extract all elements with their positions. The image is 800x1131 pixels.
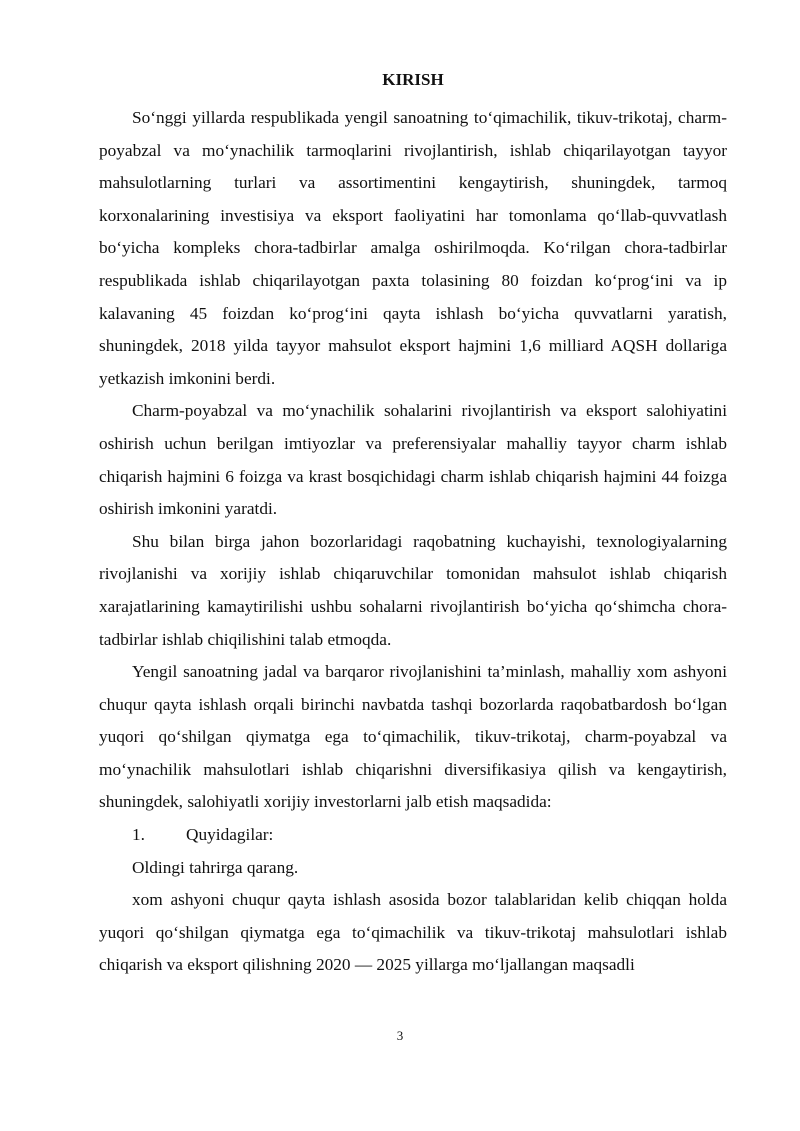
editorial-note: Oldingi tahrirga qarang. (132, 857, 299, 877)
list-item-number: 1. (132, 825, 145, 845)
list-item (99, 819, 727, 852)
page-number: 3 (396, 1028, 404, 1043)
paragraph-4: Yengil sanoatning jadal va barqaror rivojlanishini ta’minlash, mahalliy xom ashyoni chuqur qayta ishlash orqali birinchi navbatda tashqi bozorlarda raqobatbardosh bo‘lgan yuqori qo‘shilgan qiymatga ega to‘qimachilik, tikuv-trikotaj, charm-poyabzal va mo‘ynachilik mahsulotlari ishlab chiqarishni diversifikasiya qilish va kengaytirish, shuningdek, salohiyatli xorijiy investorlarni jalb etish maqsadida: (99, 662, 727, 812)
list-item-text: Quyidagilar: (186, 825, 274, 845)
paragraph-5: xom ashyoni chuqur qayta ishlash asosida bozor talablaridan kelib chiqqan holda yuqori qo‘shilgan qiymatga ega to‘qimachilik va tikuv-trikotaj mahsulotlari ishlab chiqarish va eksport qilishning 2020 — 2025 yillarga mo‘ljallangan maqsadli (99, 890, 727, 975)
paragraph-1: So‘nggi yillarda respublikada yengil sanoatning to‘qimachilik, tikuv-trikotaj, charm-poyabzal va mo‘ynachilik tarmoqlarini rivojlantirish, ishlab chiqarilayotgan tayyor mahsulotlarning turlari va assortimentini kengaytirish, shuningdek, tarmoq korxonalarining investisiya va eksport faoliyatini har tomonlama qo‘llab-quvvatlash bo‘yicha kompleks chora-tadbirlar amalga oshirilmoqda. Ko‘rilgan chora-tadbirlar respublikada ishlab chiqarilayotgan paxta tolasining 80 foizdan ko‘prog‘ini va ip kalavaning 45 foizdan ko‘prog‘ini qayta ishlash bo‘yicha quvvatlarni yaratish, shuningdek, 2018 yilda tayyor mahsulot eksport hajmini 1,6 milliard AQSH dollariga yetkazish imkonini berdi. (99, 108, 727, 388)
document-page (99, 68, 727, 982)
section-title: KIRISH (382, 70, 444, 89)
paragraph-2: Charm-poyabzal va mo‘ynachilik sohalarini rivojlantirish va eksport salohiyatini oshirish uchun berilgan imtiyozlar va preferensiyalar mahalliy tayyor charm ishlab chiqarish hajmini 6 foizga va krast bosqichidagi charm ishlab chiqarish hajmini 44 foizga oshirish imkonini yaratdi. (99, 401, 727, 519)
paragraph-3: Shu bilan birga jahon bozorlaridagi raqobatning kuchayishi, texnologiyalarning rivojlanishi va xorijiy ishlab chiqaruvchilar tomonidan mahsulot ishlab chiqarish xarajatlarining kamaytirilishi ushbu sohalarni rivojlantirish bo‘yicha qo‘shimcha chora-tadbirlar ishlab chiqilishini talab etmoqda. (99, 531, 727, 649)
